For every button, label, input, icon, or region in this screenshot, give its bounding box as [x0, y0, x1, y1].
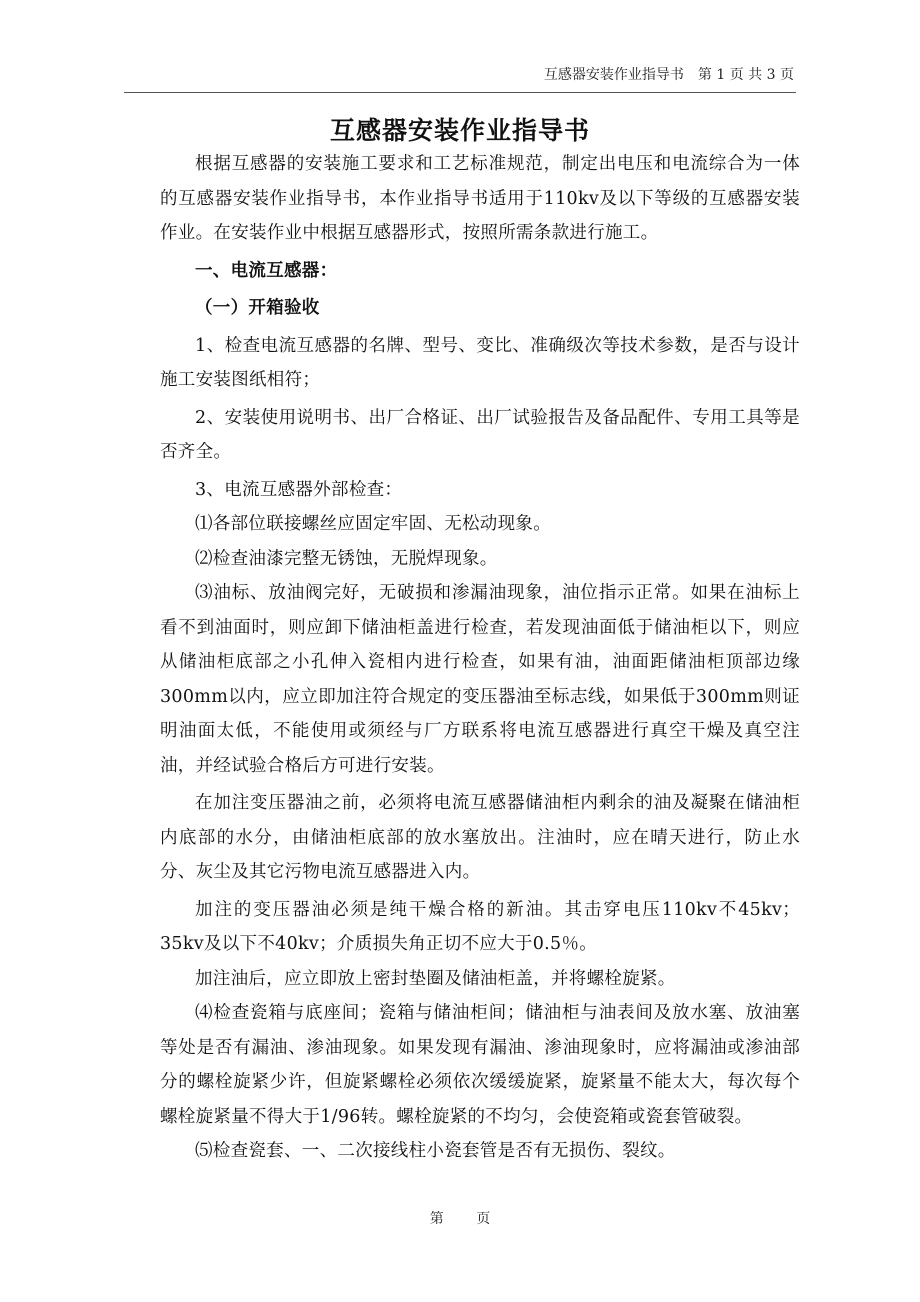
running-header: 互感器安装作业指导书 第 1 页 共 3 页: [543, 67, 794, 83]
intro-paragraph: 根据互感器的安装施工要求和工艺标准规范，制定出电压和电流综合为一体的互感器安装作业指导书，本作业指导书适用于110kv及以下等级的互感器安装作业。在安装作业中根据互感器形式，按照所需条款进行施工。: [160, 154, 800, 243]
sub-list-item: ⑸检查瓷套、一、二次接线柱小瓷套管是否有无损伤、裂纹。: [195, 1141, 676, 1161]
subsection-heading: （一）开箱验收: [195, 298, 320, 318]
page-footer: 第 页: [429, 1211, 491, 1227]
body-paragraph: 加注的变压器油必须是纯干燥合格的新油。其击穿电压110kv不45kv；35kv及以下不40kv；介质损失角正切不应大于0.5％。: [160, 899, 800, 954]
sub-list-item: ⑴各部位联接螺丝应固定牢固、无松动现象。: [195, 514, 551, 534]
sub-list-item: ⑷检查瓷箱与底座间；瓷箱与储油柜间；储油柜与油表间及放水塞、放油塞等处是否有漏油、渗油现象。如果发现有漏油、渗油现象时，应将漏油或渗油部分的螺栓旋紧少许，但旋紧螺栓必须依次缓缓旋紧，旋紧量不能太大，每次每个螺栓旋紧量不得大于1/96转。螺栓旋紧的不均匀，会使瓷箱或瓷套管破裂。: [160, 1003, 800, 1127]
section-heading: 一、电流互感器：: [195, 260, 338, 281]
body-paragraph: 加注油后，应立即放上密封垫圈及储油柜盖，并将螺栓旋紧。: [195, 968, 676, 989]
header-divider: [124, 92, 796, 93]
document-title: 互感器安装作业指导书: [329, 116, 590, 145]
sub-list-item: ⑶油标、放油阀完好，无破损和渗漏油现象，油位指示正常。如果在油标上看不到油面时，则应卸下储油柜盖进行检查，若发现油面低于储油柜以下，则应从储油柜底部之小孔伸入瓷相内进行检查，如果有油，油面距储油柜顶部边缘300mm以内，应立即加注符合规定的变压器油至标志线，如果低于300mm则证明油面太低，不能使用或须经与厂方联系将电流互感器进行真空干燥及真空注油，并经试验合格后方可进行安装。: [160, 583, 800, 776]
list-item: 2、安装使用说明书、出厂合格证、出厂试验报告及备品配件、专用工具等是否齐全。: [160, 407, 800, 462]
sub-list-item: ⑵检查油漆完整无锈蚀，无脱焊现象。: [195, 548, 498, 569]
list-item: 3、电流互感器外部检查：: [195, 479, 403, 500]
list-item: 1、检查电流互感器的名牌、型号、变比、准确级次等技术参数，是否与设计施工安装图纸相符；: [160, 335, 800, 390]
body-paragraph: 在加注变压器油之前，必须将电流互感器储油柜内剩余的油及凝聚在储油柜内底部的水分，由储油柜底部的放水塞放出。注油时，应在晴天进行，防止水分、灰尘及其它污物电流互感器进入内。: [160, 793, 800, 882]
document-body: [160, 147, 800, 1169]
